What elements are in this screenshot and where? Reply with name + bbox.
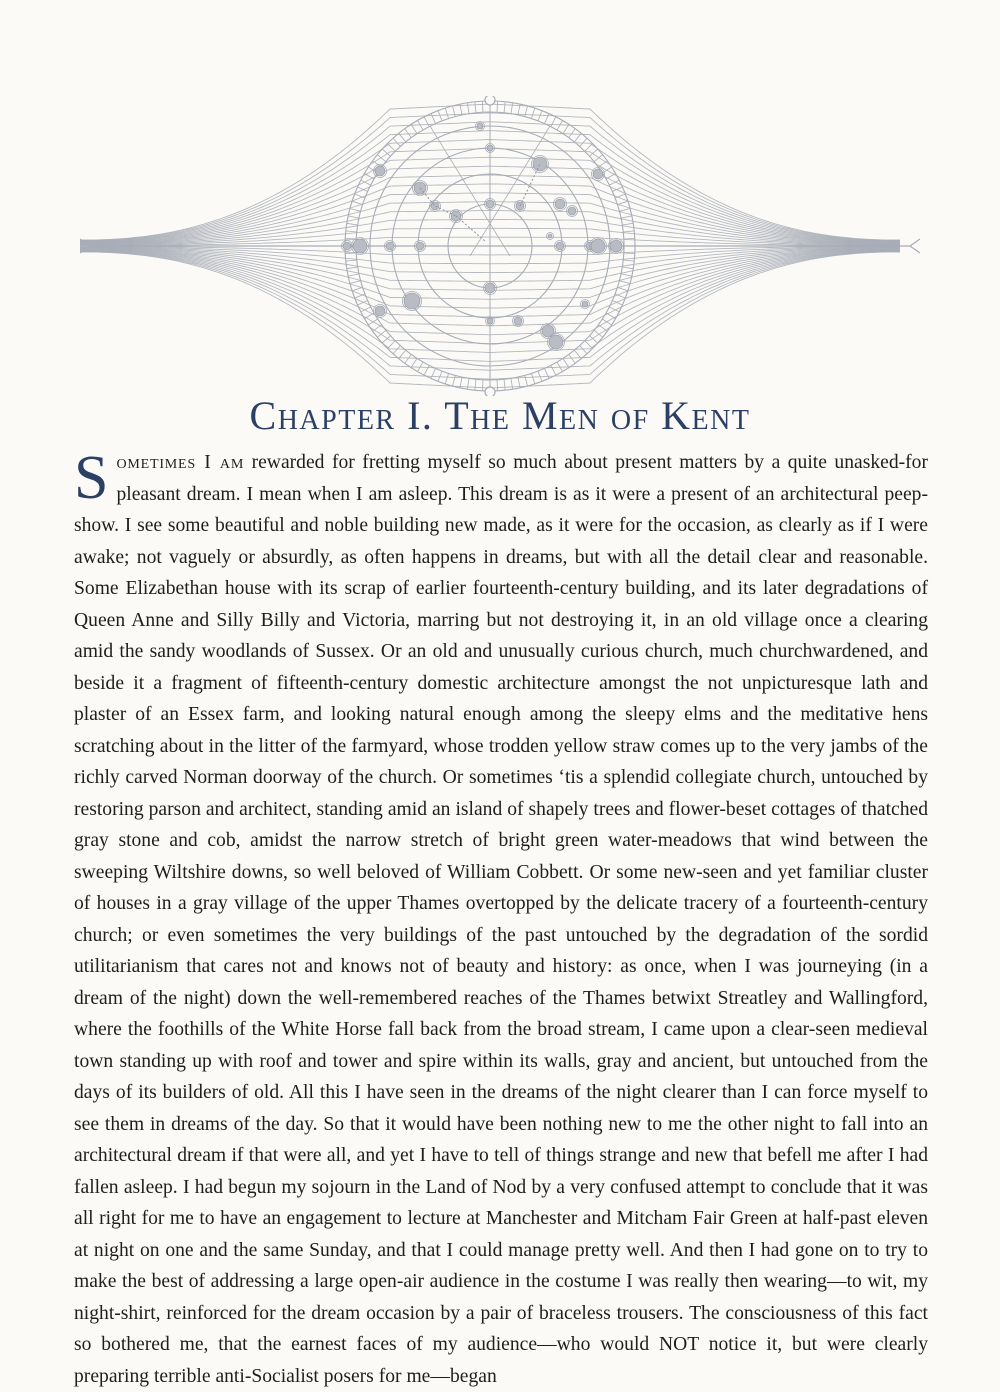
chapter-ornament <box>70 96 930 396</box>
chapter-title: Chapter I. The Men of Kent <box>249 393 751 438</box>
celestial-orrery-icon <box>70 96 930 396</box>
drop-cap: S <box>74 444 109 512</box>
body-paragraph: rewarded for fretting myself so much about present matters by a quite unasked-for pleasant dream. I mean when I am asleep. This dream is as it were a present of an architectural peep-show. I see some beautiful and noble building new made, as it were for the occasion, as clearly as if I were awake; not vaguely or absurdly, as often happens in dreams, but with all the detail clear and reasonable. Some Elizabethan house with its scrap of earlier fourteenth-century building, and its later degradations of Queen Anne and Silly Billy and Victoria, marring but not destroying it, in an old village once a clearing amid the sandy woodlands of Sussex. Or an old and unusually curious church, much churchwardened, and beside it a fragment of fifteenth-century domestic architecture amongst the not unpicturesque lath and plaster of an Essex farm, and looking natural enough among the sleepy elms and the meditative hens scratching about in the litter of the farmyard, whose trodden yellow straw comes up to the very jambs of the richly carved Norman doorway of the church. Or sometimes ‘tis a splendid collegiate church, untouched by restoring parson and architect, standing amid an island of shapely trees and flower-beset cottages of thatched gray stone and cob, amidst the narrow stretch of bright green water-meadows that wind between the sweeping Wiltshire downs, so well beloved of William Cobbett. Or some new-seen and yet familiar cluster of houses in a gray village of the upper Thames overtopped by the delicate tracery of a fourteenth-century church; or even sometimes the very buildings of the past untouched by the degradation of the sordid utilitarianism that cares not and knows not of beauty and history: as once, when I was journeying (in a dream of the night) down the well-remembered reaches of the Thames betwixt Streatley and Wallingford, where the foothills of the White Horse fall back from the broad stream, I came upon a clear-seen medieval town standing up with roof and tower and spire within its walls, gray and ancient, but untouched from the days of its builders of old. All this I have seen in the dreams of the night clearer than I can force myself to see them in dreams of the day. So that it would have been nothing new to me the other night to fall into an architectural dream if that were all, and yet I have to tell of things strange and new that befell me after I had fallen asleep. I had begun my sojourn in the Land of Nod by a very confused attempt to conclude that it was all right for me to have an engagement to lecture at Manchester and Mitcham Fair Green at half-past eleven at night on one and the same Sunday, and that I could manage pretty well. And then I had gone on to try to make the best of addressing a large open-air audience in the costume I was really then wearing—to wit, my night-shirt, reinforced for the dream occasion by a pair of braceless trousers. The consciousness of this fact so bothered me, that the earnest faces of my audience—who would NOT notice it, but were clearly preparing terrible anti-Socialist posers for me—began <box>74 452 929 1387</box>
lead-words: ometimes I am <box>116 452 245 473</box>
chapter-body <box>74 444 929 1392</box>
